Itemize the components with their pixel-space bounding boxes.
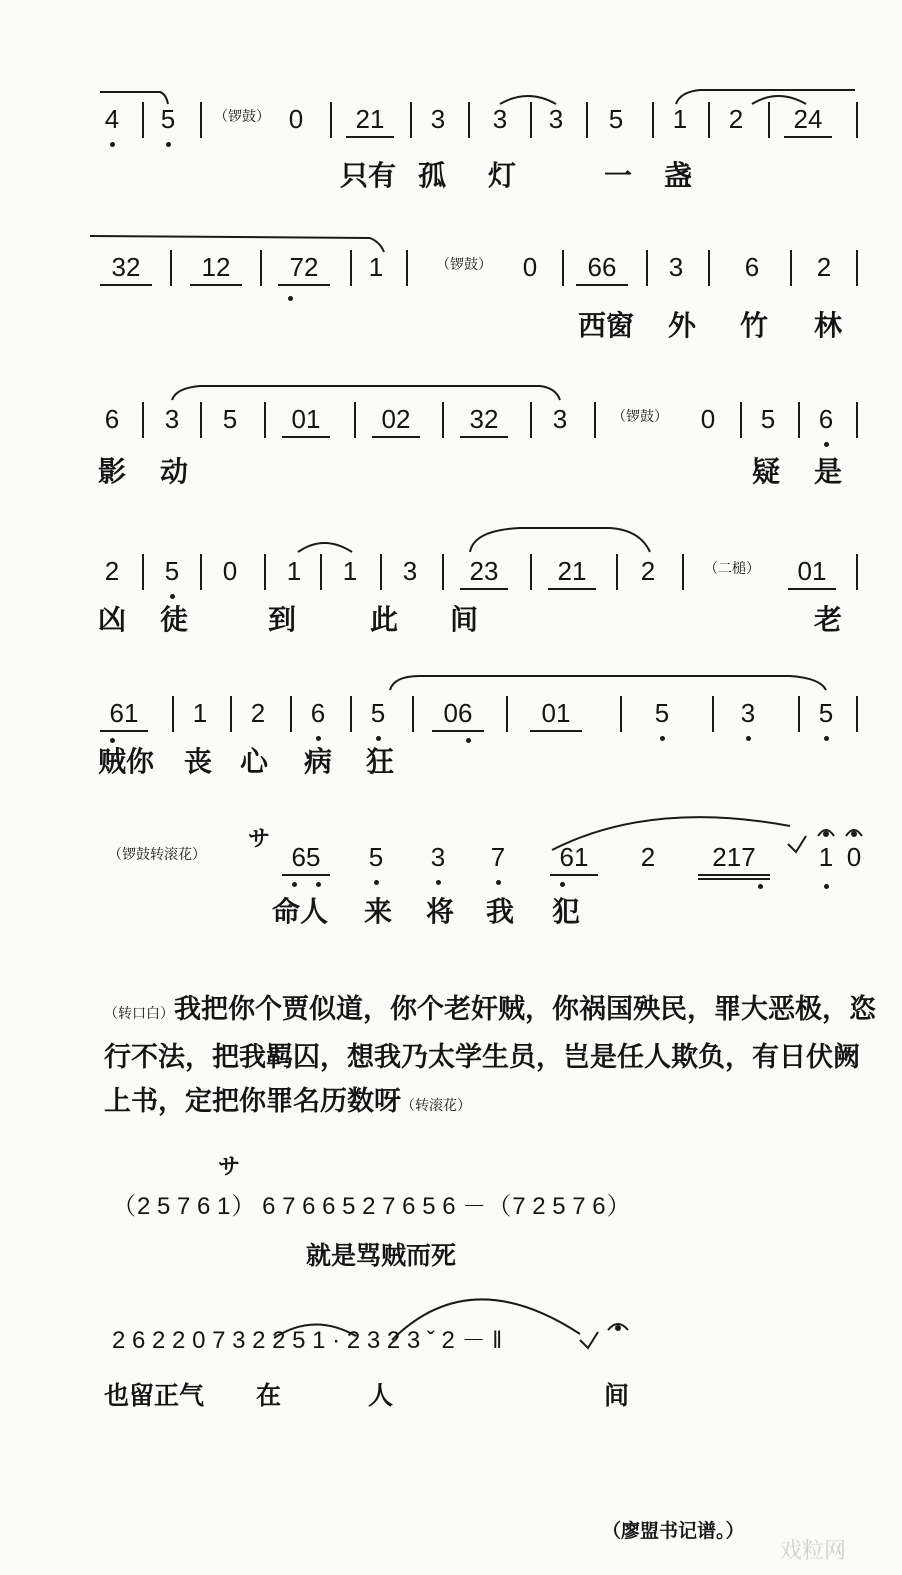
note: 6 [310,698,326,728]
note: 32 [111,252,141,282]
note: 2 [104,556,120,586]
beat-underline [282,436,330,438]
bar-line [620,696,622,732]
note: 1 [286,556,302,586]
notation-line-7: （2 5 7 6 1） 6 7 6 6 5 2 7 6 5 6 －（7 2 5 7 6） [112,1193,632,1220]
bar-line [260,250,262,286]
note: 3 [492,104,508,134]
lyric: 也留正气 [104,1381,205,1410]
note: 3 [430,842,446,872]
bar-line [170,250,172,286]
bar-line [380,554,382,590]
note: 02 [381,404,411,434]
lyric: 只有 [340,159,397,192]
note: 24 [793,104,823,134]
bar-line [142,402,144,438]
note: 3 [164,404,180,434]
beat-underline [576,284,628,286]
note: 01 [541,698,571,728]
free-rhythm-mark: サ [248,827,271,852]
bar-line [354,402,356,438]
note: 32 [469,404,499,434]
bar-line [320,554,322,590]
bar-line [468,102,470,138]
bar-line [856,696,858,732]
lyric: 徒 [160,603,189,636]
note: 01 [291,404,321,434]
bar-line [682,554,684,590]
bar-line [200,554,202,590]
lyric: 将 [426,895,455,928]
note: 2 [640,556,656,586]
note: 7 [490,842,506,872]
note: 5 [818,698,834,728]
notation-line-1 [0,92,902,152]
note: 2 [816,252,832,282]
low-octave-dot [292,882,297,887]
beat-underline [698,874,770,876]
note: 6 [818,404,834,434]
bar-line [530,554,532,590]
low-octave-dot [466,738,471,743]
low-octave-dot [824,884,829,889]
bar-line [768,102,770,138]
bar-line [442,402,444,438]
bar-line [530,102,532,138]
low-octave-dot [436,880,441,885]
bar-line [142,554,144,590]
note: 12 [201,252,231,282]
lyric: 狂 [366,745,395,778]
lyric: 外 [668,309,697,342]
lyric: 一 [604,159,633,192]
low-octave-dot [288,296,293,301]
bar-line [856,402,858,438]
note: 6 [744,252,760,282]
note: 2 [728,104,744,134]
low-octave-dot [374,880,379,885]
note: 3 [402,556,418,586]
bar-line [856,102,858,138]
bar-line [330,102,332,138]
note: 3 [548,104,564,134]
low-octave-dot [166,142,171,147]
note: 61 [559,842,589,872]
beat-underline [282,874,330,876]
lyric: 心 [240,745,269,778]
spoken-end-cue: （转滚花） [401,1098,471,1114]
gong-drum-cue: （锣鼓） [214,109,270,125]
notation-line-5 [0,686,902,746]
beat-underline [548,588,596,590]
note: 5 [760,404,776,434]
lyric: 人 [368,1381,394,1410]
lyric: 贼你 [98,745,155,778]
bar-line [856,250,858,286]
note: 2 [250,698,266,728]
note: 5 [654,698,670,728]
lyric: 凶 [98,603,127,636]
note: 1 [342,556,358,586]
note: 217 [712,842,756,872]
bar-line [142,102,144,138]
low-octave-dot [824,736,829,741]
notation-line-4 [0,544,902,604]
beat-underline [372,436,420,438]
bar-line [230,696,232,732]
bar-line [562,250,564,286]
lyric: 来 [364,895,393,928]
lyric: 疑 [752,455,781,488]
note: 3 [552,404,568,434]
beat-underline [460,588,508,590]
lyric: 是 [814,455,843,488]
notation-line-8: 2 6 2 2 0 7 3 2 2 5 1 · 2 3 2 3 ˇ 2 － ‖ [112,1327,504,1354]
bar-line [586,102,588,138]
bar-line [410,102,412,138]
note: 5 [164,556,180,586]
er-chui-cue: （二槌） [704,561,760,577]
low-octave-dot [758,884,763,889]
gong-drum-cue: （锣鼓） [436,257,492,273]
note: 1 [818,842,834,872]
lyric: 盏 [664,159,693,192]
bar-line [740,402,742,438]
gong-drum-to-gunhua-cue: （锣鼓转滚花） [108,847,206,863]
gong-drum-cue: （锣鼓） [612,409,668,425]
beat-underline [190,284,242,286]
bar-line [646,250,648,286]
note: 0 [846,842,862,872]
note: 5 [370,698,386,728]
lyric: 老 [814,603,843,636]
spoken-text: 我把你个贾似道，你个老奸贼，你祸国殃民，罪大恶极，恣行不法，把我羁囚，想我乃太学生员，岂是任人欺负，有日伏阙上书，定把你罪名历数呀 [104,994,876,1117]
lyric: 动 [160,455,189,488]
bar-line [708,102,710,138]
beat-underline [432,730,484,732]
bar-line [652,102,654,138]
bar-line [350,696,352,732]
low-octave-dot [560,882,565,887]
note: 65 [291,842,321,872]
bar-line [594,402,596,438]
note: 21 [355,104,385,134]
lyric: 间 [450,603,479,636]
note: 72 [289,252,319,282]
spoken-cue: （转口白） [104,1006,174,1022]
note: 66 [587,252,617,282]
note: 1 [192,698,208,728]
lyric: 犯 [552,895,581,928]
bar-line [856,554,858,590]
lyric: 影 [98,455,127,488]
note: 0 [288,104,304,134]
note: 4 [104,104,120,134]
note: 0 [522,252,538,282]
note: 21 [557,556,587,586]
notation-line-3 [0,392,902,452]
note: 1 [672,104,688,134]
bar-line [506,696,508,732]
lyric: 病 [304,745,333,778]
free-rhythm-mark: サ [218,1155,241,1180]
beat-underline [346,136,394,138]
beat-underline [788,588,836,590]
bar-line [350,250,352,286]
lyric: 西窗 [578,309,635,342]
bar-line [264,554,266,590]
lyric: 命人 [272,895,329,928]
note: 3 [430,104,446,134]
note: 0 [222,556,238,586]
transcriber-credit: （廖盟书记谱。） [602,1520,745,1542]
lyric: 竹 [740,309,769,342]
lyric: 间 [604,1381,630,1410]
low-octave-dot [110,142,115,147]
spoken-passage [104,988,884,1128]
note: 5 [160,104,176,134]
low-octave-dot [660,736,665,741]
bar-line [200,402,202,438]
bar-line [290,696,292,732]
lyric: 孤 [418,159,447,192]
bar-line [264,402,266,438]
note: 6 [104,404,120,434]
note: 1 [368,252,384,282]
lyric: 此 [370,603,399,636]
bar-line [798,402,800,438]
lyric: 就是骂贼而死 [306,1241,457,1270]
note: 5 [608,104,624,134]
bar-line [530,402,532,438]
low-octave-dot [824,442,829,447]
note: 06 [443,698,473,728]
lyric: 在 [256,1381,282,1410]
bar-line [442,554,444,590]
note: 3 [740,698,756,728]
beat-underline [784,136,832,138]
bar-line [712,696,714,732]
beat-double-underline [698,878,770,880]
site-watermark: 戏粒网 [780,1539,847,1564]
beat-underline [100,730,148,732]
note: 01 [797,556,827,586]
notation-line-6 [0,827,902,890]
note: 0 [700,404,716,434]
lyric: 丧 [184,745,213,778]
beat-underline [530,730,582,732]
note: 23 [469,556,499,586]
bar-line [790,250,792,286]
bar-line [172,696,174,732]
bar-line [200,102,202,138]
lyric: 灯 [488,159,517,192]
lyric: 到 [268,603,297,636]
bar-line [708,250,710,286]
bar-line [798,696,800,732]
beat-underline [460,436,508,438]
lyric: 林 [814,309,843,342]
notation-line-2 [0,240,902,300]
note: 5 [222,404,238,434]
note: 5 [368,842,384,872]
note: 3 [668,252,684,282]
low-octave-dot [316,882,321,887]
beat-underline [278,284,330,286]
note: 61 [109,698,139,728]
beat-underline [100,284,152,286]
bar-line [412,696,414,732]
lyric: 我 [486,895,515,928]
note: 2 [640,842,656,872]
bar-line [406,250,408,286]
beat-underline [550,874,598,876]
low-octave-dot [746,736,751,741]
bar-line [616,554,618,590]
low-octave-dot [496,880,501,885]
